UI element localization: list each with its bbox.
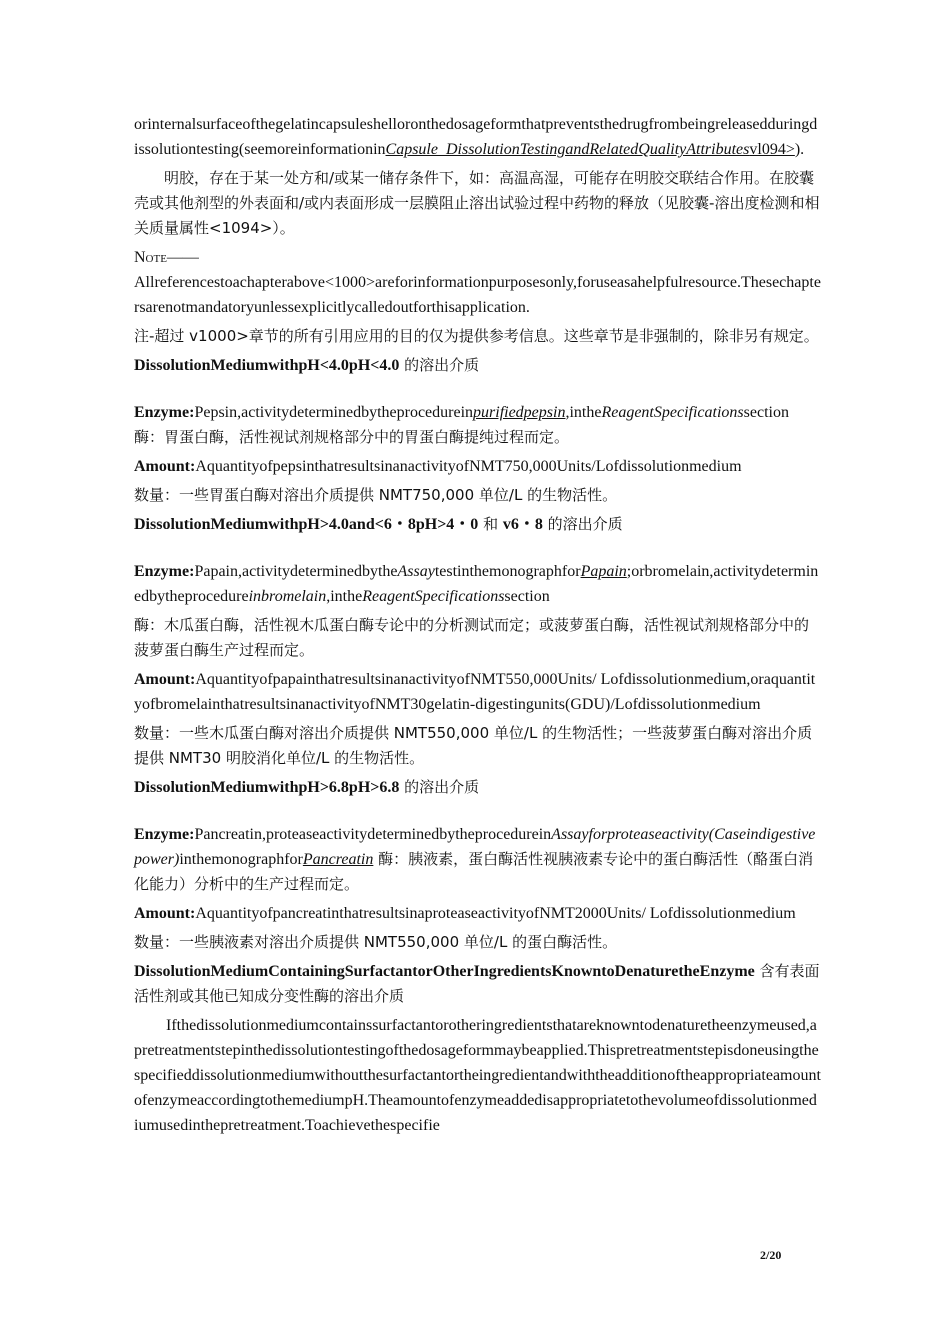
amount-text: AquantityofpepsinthatresultsinanactivityofNMT750,000Units/Lofdissolutionmedium xyxy=(195,458,742,475)
enzyme-label: Enzyme: xyxy=(134,404,195,421)
amount-paragraph-pancreatin xyxy=(134,901,821,926)
amount-zh-papain: 数量：一些木瓜蛋白酶对溶出介质提供 NMT550,000 单位/L 的生物活性；一些菠萝蛋白酶对溶出介质提供 NMT30 明胶消化单位/L 的生物活性。 xyxy=(134,724,813,767)
text: Pepsin,activitydeterminedbytheprocedurein xyxy=(194,404,474,421)
text: ,inthe xyxy=(565,404,602,421)
enzyme-zh: 酶：胰液素，蛋白酶活性视胰液素专论中的蛋白酶活性（酪蛋白消化能力）分析中的生产过程而定。 xyxy=(134,850,814,893)
heading-en: DissolutionMediumwithpH<4.0pH<4.0 xyxy=(134,357,400,374)
heading-zh: 和 xyxy=(478,515,503,533)
spacer xyxy=(134,382,821,400)
text-italic: inbromelain xyxy=(248,588,327,605)
purified-pepsin-link[interactable]: purifiedpepsin xyxy=(473,404,566,421)
heading-zh: 的溶出介质 xyxy=(399,356,480,374)
text: section xyxy=(504,588,550,605)
amount-text: AquantityofpancreatinthatresultsinaproteaseactivityofNMT2000Units/ Lofdissolutionmedium xyxy=(195,905,796,922)
surfactant-body: Ifthedissolutionmediumcontainssurfactantorotheringredientsthatareknowntodenaturetheenzymeused,apretreatmentstepinthedissolutiontestingofthedosageformmaybeapplied.ThispretreatmentstepisdoneusingthespecifieddissolutionmediumwithoutthesurfactantortheingredientandwiththeadditionoftheappropriateamountofenzymeaccordingtothemediumpH.Theamountofenzymeaddedisappropriatetothevolumeofdissolutionmediumusedinthepretreatment.Toachievethespecifie xyxy=(134,1017,821,1134)
text: testinthemonographfor xyxy=(434,563,581,580)
text-italic: ReagentSpecifications xyxy=(601,404,744,421)
enzyme-label: Enzyme: xyxy=(134,826,195,843)
text-italic: Assayforproteaseactivity(Caseindigestivepower) xyxy=(134,826,816,868)
section-heading-ph-above-6-8 xyxy=(134,775,821,800)
text: inthemonographfor xyxy=(179,851,303,868)
text: orinternalsurfaceofthegelatincapsuleshelloronthedosageformthatpreventsthedrugfrombeingreleasedduringdissolutiontesting(seemoreinformationin xyxy=(134,116,818,158)
enzyme-paragraph-pepsin xyxy=(134,400,821,450)
amount-label: Amount: xyxy=(134,671,196,688)
amount-zh-pancreatin: 数量：一些胰液素对溶出介质提供 NMT550,000 单位/L 的蛋白酶活性。 xyxy=(134,933,618,951)
text: ;orbromelain,activitydeterminedbytheprocedure xyxy=(134,563,819,605)
capsule-dissolution-link[interactable]: Capsule_DissolutionTestingandRelatedQualityAttributes xyxy=(385,141,750,158)
amount-text: AquantityofpapainthatresultsinanactivityofNMT550,000Units/ Lofdissolutionmedium,oraquantityofbromelainthatresultsinanactivityofNMT30gelatin-digestingunits(GDU)/Lofdissolutionmedium xyxy=(134,671,816,713)
heading-zh: 含有表面活性剂或其他已知成分变性酶的溶出介质 xyxy=(134,962,820,1005)
paragraph-zh-capsule: 明胶，存在于某一处方和/或某一储存条件下，如：高温高湿，可能存在明胶交联结合作用。在胶囊壳或其他剂型的外表面和/或内表面形成一层膜阻止溶出试验过程中药物的释放（见胶囊-溶出度检测和相关质量属性<1094>）。 xyxy=(134,169,820,237)
heading-en: DissolutionMediumwithpH>6.8pH>6.8 xyxy=(134,779,400,796)
heading-en: v6・8 xyxy=(502,516,543,533)
heading-en: DissolutionMediumContainingSurfactantorOtherIngredientsKnowntoDenaturetheEnzyme xyxy=(134,963,755,980)
text: Papain,activitydeterminedbythe xyxy=(194,563,398,580)
pancreatin-link[interactable]: Pancreatin xyxy=(302,851,374,868)
heading-zh: 的溶出介质 xyxy=(399,778,480,796)
papain-link[interactable]: Papain xyxy=(580,563,627,580)
text: ). xyxy=(794,141,805,158)
heading-en: DissolutionMediumwithpH>4.0and<6・8pH>4・0 xyxy=(134,516,479,533)
spacer xyxy=(134,541,821,559)
note-label: Note—— xyxy=(134,249,199,266)
section-heading-ph-4-to-6-8 xyxy=(134,512,821,537)
enzyme-label: Enzyme: xyxy=(134,563,195,580)
text-italic: ReagentSpecifications xyxy=(362,588,505,605)
spacer xyxy=(134,804,821,822)
chapter-ref-link[interactable]: vl094> xyxy=(749,141,795,158)
enzyme-zh-papain: 酶：木瓜蛋白酶，活性视木瓜蛋白酶专论中的分析测试而定；或菠萝蛋白酶，活性视试剂规格部分中的菠萝蛋白酶生产过程而定。 xyxy=(134,616,810,659)
text: Pancreatin,proteaseactivitydeterminedbytheprocedurein xyxy=(194,826,552,843)
enzyme-paragraph-pancreatin xyxy=(134,822,821,897)
section-heading-ph-below-4 xyxy=(134,353,821,378)
amount-label: Amount: xyxy=(134,905,196,922)
text-italic: Assay xyxy=(397,563,435,580)
heading-zh: 的溶出介质 xyxy=(542,515,623,533)
amount-paragraph-papain xyxy=(134,667,821,717)
enzyme-paragraph-papain xyxy=(134,559,821,609)
text: section xyxy=(743,404,789,421)
amount-label: Amount: xyxy=(134,458,196,475)
page-number: 2/20 xyxy=(760,1248,782,1262)
note-text: Allreferencestoachapterabove<1000>areforinformationpurposesonly,foruseasahelpfulresource.Thesechaptersarenotmandatoryunlessexplicitlycalledoutforthisapplication. xyxy=(134,274,821,316)
section-heading-surfactant xyxy=(134,959,821,1009)
amount-zh-pepsin: 数量：一些胃蛋白酶对溶出介质提供 NMT750,000 单位/L 的生物活性。 xyxy=(134,486,618,504)
note-paragraph xyxy=(134,245,821,320)
amount-paragraph-pepsin xyxy=(134,454,821,479)
enzyme-zh: 酶：胃蛋白酶，活性视试剂规格部分中的胃蛋白酶提纯过程而定。 xyxy=(134,428,570,446)
paragraph-en-capsule xyxy=(134,112,821,162)
note-zh: 注-超过 v1000>章节的所有引用应用的目的仅为提供参考信息。这些章节是非强制的，除非另有规定。 xyxy=(134,327,819,345)
text: ,inthe xyxy=(326,588,363,605)
document-body xyxy=(134,112,821,1142)
